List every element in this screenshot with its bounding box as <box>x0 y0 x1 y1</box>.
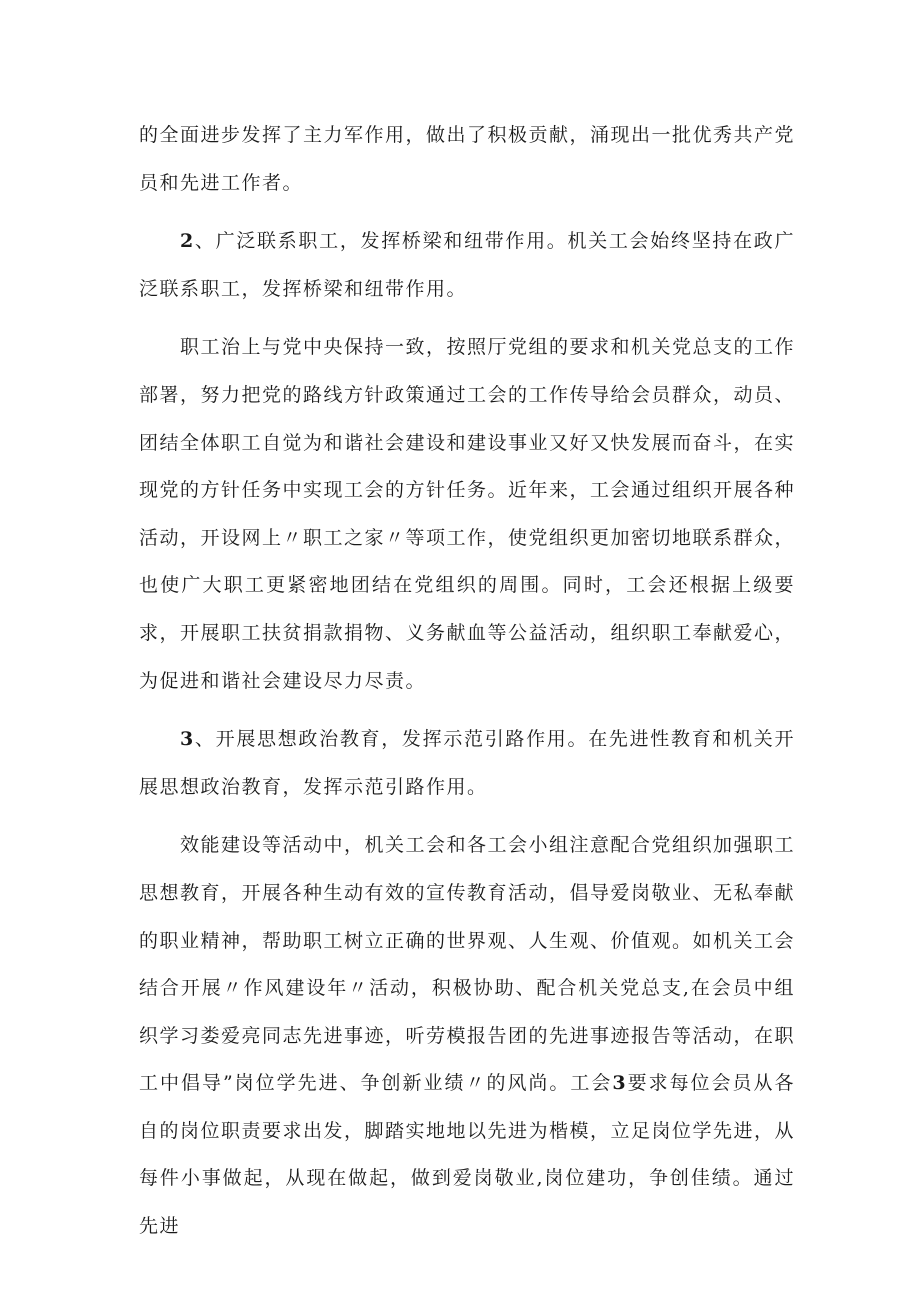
section-number: 3 <box>180 728 195 751</box>
paragraph-4 <box>139 716 795 811</box>
paragraph-5 <box>139 822 795 1250</box>
document-body <box>139 112 795 1262</box>
paragraph-3 <box>139 324 795 705</box>
paragraph-text: 的全面进步发挥了主力军作用，做出了积极贡献，涌现出一批优秀共产党员和先进工作者。 <box>139 124 796 194</box>
inline-number: 3 <box>612 1072 628 1095</box>
paragraph-text-continued: 要求每位会员从各自的岗位职责要求出发，脚踏实地地以先进为楷模，立足岗位学先进，从每件小事做起，从现在做起，做到爱岗敬业,岗位建功，争创佳绩。通过先进 <box>139 1072 796 1238</box>
paragraph-1 <box>139 112 795 207</box>
paragraph-2 <box>139 218 795 313</box>
paragraph-text: 职工治上与党中央保持一致，按照厅党组的要求和机关党总支的工作部署，努力把党的路线方针政策通过工会的工作传导给会员群众，动员、团结全体职工自觉为和谐社会建设和建设事业又好又快发展而奋斗，在实现党的方针任务中实现工会的方针任务。近年来，工会通过组织开展各种活动，开设网上〃职工之家〃等项工作，使党组织更加密切地联系群众，也使广大职工更紧密地团结在党组织的周围。同时，工会还根据上级要求，开展职工扶贫捐款捐物、义务献血等公益活动，组织职工奉献爱心，为促进和谐社会建设尽力尽责。 <box>139 336 796 692</box>
paragraph-text: 、开展思想政治教育，发挥示范引路作用。在先进性教育和机关开展思想政治教育，发挥示范引路作用。 <box>139 728 795 798</box>
paragraph-text: 、广泛联系职工，发挥桥梁和纽带作用。机关工会始终坚持在政广泛联系职工，发挥桥梁和纽带作用。 <box>139 230 795 300</box>
section-number: 2 <box>180 230 195 253</box>
paragraph-text: 效能建设等活动中，机关工会和各工会小组注意配合党组织加强职工思想教育，开展各种生动有效的宣传教育活动，倡导爱岗敬业、无私奉献的职业精神，帮助职工树立正确的世界观、人生观、价值观。如机关工会结合开展〃作风建设年〃活动，积极协助、配合机关党总支,在会员中组织学习娄爱亮同志先进事迹，听劳模报告团的先进事迹报告等活动，在职工中倡导”岗位学先进、争创新业绩〃的风尚。工会 <box>139 834 796 1095</box>
